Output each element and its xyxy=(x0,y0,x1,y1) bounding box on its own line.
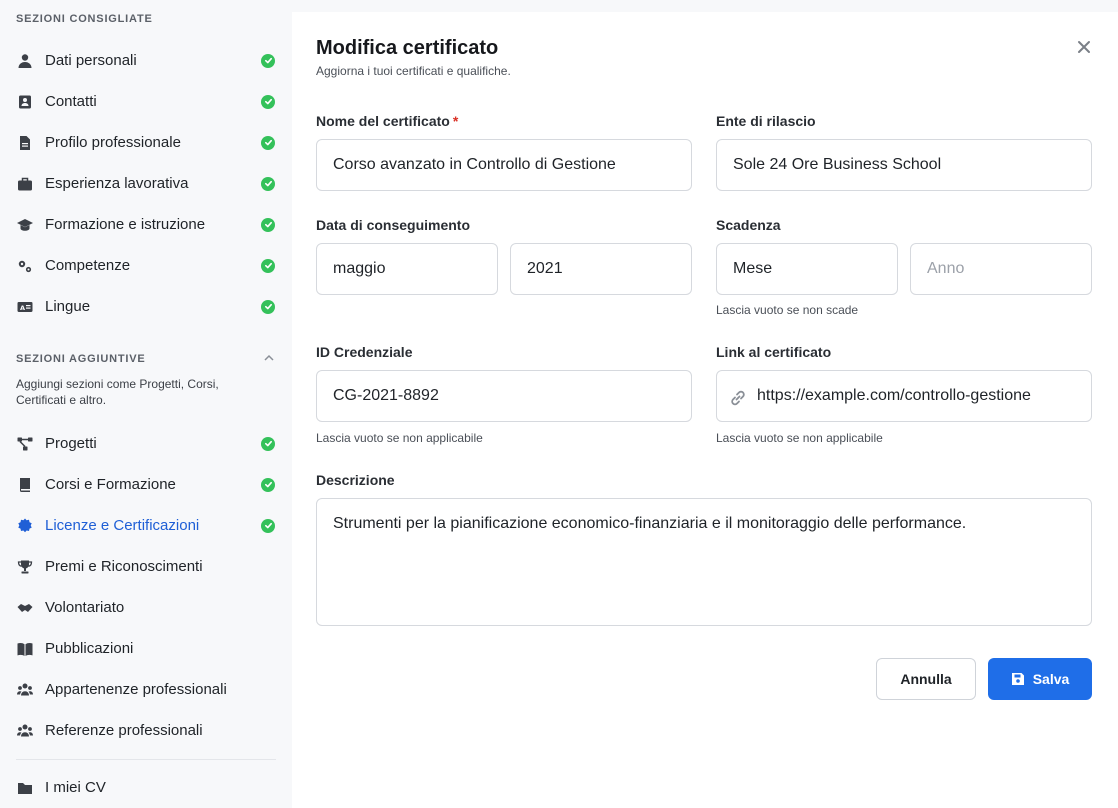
expiry-month-field[interactable] xyxy=(716,243,898,295)
sidebar-item-competenze[interactable] xyxy=(0,245,292,286)
certificate-icon xyxy=(16,517,34,535)
sidebar-item-licenze-e-certificazioni[interactable] xyxy=(0,505,292,546)
sidebar-item-label: Dati personali xyxy=(45,52,137,69)
date-year-field[interactable] xyxy=(510,243,692,295)
check-circle-icon xyxy=(261,300,275,314)
close-button[interactable] xyxy=(1075,38,1093,56)
chevron-up-icon[interactable] xyxy=(263,352,275,364)
sidebar-item-esperienza-lavorativa[interactable] xyxy=(0,163,292,204)
sidebar-item-volontariato[interactable] xyxy=(0,587,292,628)
check-circle-icon xyxy=(261,478,275,492)
trophy-icon xyxy=(16,558,34,576)
briefcase-icon xyxy=(16,175,34,193)
sidebar-item-label: Contatti xyxy=(45,93,97,110)
sidebar-item-label: Premi e Riconoscimenti xyxy=(45,558,203,575)
expiry-hint: Lascia vuoto se non scade xyxy=(716,303,859,317)
issuer-field[interactable] xyxy=(716,139,1092,191)
check-circle-icon xyxy=(261,437,275,451)
check-circle-icon xyxy=(261,259,275,273)
sidebar-item-label: Appartenenze professionali xyxy=(45,681,227,698)
handshake-icon xyxy=(16,599,34,617)
check-circle-icon xyxy=(261,177,275,191)
certificate-link-field[interactable] xyxy=(716,370,1092,422)
sidebar-item-label: Referenze professionali xyxy=(45,722,203,739)
language-icon xyxy=(16,298,34,316)
user-icon xyxy=(16,52,34,70)
sidebar-item-dati-personali[interactable] xyxy=(0,40,292,81)
page-subtitle: Aggiorna i tuoi certificati e qualifiche. xyxy=(316,64,511,78)
credential-hint: Lascia vuoto se non applicabile xyxy=(316,431,483,445)
sidebar xyxy=(0,0,292,808)
sidebar-item-progetti[interactable] xyxy=(0,423,292,464)
sidebar-item-label: Esperienza lavorativa xyxy=(45,175,189,192)
additional-sections-title: SEZIONI AGGIUNTIVE xyxy=(16,353,146,365)
sidebar-item-label: Volontariato xyxy=(45,599,125,616)
check-circle-icon xyxy=(261,136,275,150)
close-icon xyxy=(1075,38,1093,56)
users-icon xyxy=(16,722,34,740)
sidebar-item-label: Profilo professionale xyxy=(45,134,181,151)
open-book-icon xyxy=(16,640,34,658)
certificate-link-label: Link al certificato xyxy=(716,344,832,360)
cancel-button[interactable]: Annulla xyxy=(876,658,976,700)
credential-id-label: ID Credenziale xyxy=(316,344,413,360)
check-circle-icon xyxy=(261,95,275,109)
folder-icon xyxy=(16,779,34,797)
save-button[interactable] xyxy=(988,658,1092,700)
save-label: Salva xyxy=(1032,671,1070,687)
certificate-name-field[interactable] xyxy=(316,139,692,191)
sidebar-item-lingue[interactable] xyxy=(0,286,292,327)
description-label: Descrizione xyxy=(316,472,395,488)
save-icon xyxy=(1011,672,1025,686)
sidebar-item-contatti[interactable] xyxy=(0,81,292,122)
date-month-field[interactable] xyxy=(316,243,498,295)
sidebar-item-label: Formazione e istruzione xyxy=(45,216,206,233)
sidebar-item-corsi-e-formazione[interactable] xyxy=(0,464,292,505)
book-icon xyxy=(16,476,34,494)
users-icon xyxy=(16,681,34,699)
expiry-year-field[interactable] xyxy=(910,243,1092,295)
sidebar-item-label: Competenze xyxy=(45,257,131,274)
page-title: Modifica certificato xyxy=(316,37,499,59)
sidebar-item-label: I miei CV xyxy=(45,779,106,796)
sidebar-item-formazione-e-istruzione[interactable] xyxy=(0,204,292,245)
description-field[interactable] xyxy=(316,498,1092,626)
expiry-label: Scadenza xyxy=(716,217,781,233)
graduation-cap-icon xyxy=(16,216,34,234)
sidebar-item-appartenenze-professionali[interactable] xyxy=(0,669,292,710)
svg-text:A: A xyxy=(20,303,26,312)
check-circle-icon xyxy=(261,519,275,533)
additional-sections-description: Aggiungi sezioni come Progetti, Corsi, Certificati e altro. xyxy=(16,377,219,407)
gears-icon xyxy=(16,257,34,275)
check-circle-icon xyxy=(261,218,275,232)
sidebar-item-label: Licenze e Certificazioni xyxy=(45,517,200,534)
certificate-name-label: Nome del certificato * xyxy=(316,113,459,129)
document-icon xyxy=(16,134,34,152)
sidebar-item-pubblicazioni[interactable] xyxy=(0,628,292,669)
required-marker: * xyxy=(452,113,459,129)
sidebar-item-label: Progetti xyxy=(45,435,97,452)
link-icon xyxy=(728,388,748,408)
sidebar-item-label: Corsi e Formazione xyxy=(45,476,176,493)
edit-certificate-panel xyxy=(292,12,1118,808)
sidebar-item-label: Lingue xyxy=(45,298,91,315)
credential-id-field[interactable] xyxy=(316,370,692,422)
divider xyxy=(16,759,276,760)
sidebar-item-my-cv[interactable] xyxy=(0,767,292,808)
link-hint: Lascia vuoto se non applicabile xyxy=(716,431,883,445)
issuer-label: Ente di rilascio xyxy=(716,113,816,129)
sidebar-item-premi-e-riconoscimenti[interactable] xyxy=(0,546,292,587)
date-obtained-label: Data di conseguimento xyxy=(316,217,471,233)
recommended-sections-title: SEZIONI CONSIGLIATE xyxy=(16,13,153,25)
project-diagram-icon xyxy=(16,435,34,453)
sidebar-item-referenze-professionali[interactable] xyxy=(0,710,292,751)
contact-card-icon xyxy=(16,93,34,111)
sidebar-item-label: Pubblicazioni xyxy=(45,640,134,657)
sidebar-item-profilo-professionale[interactable] xyxy=(0,122,292,163)
check-circle-icon xyxy=(261,54,275,68)
